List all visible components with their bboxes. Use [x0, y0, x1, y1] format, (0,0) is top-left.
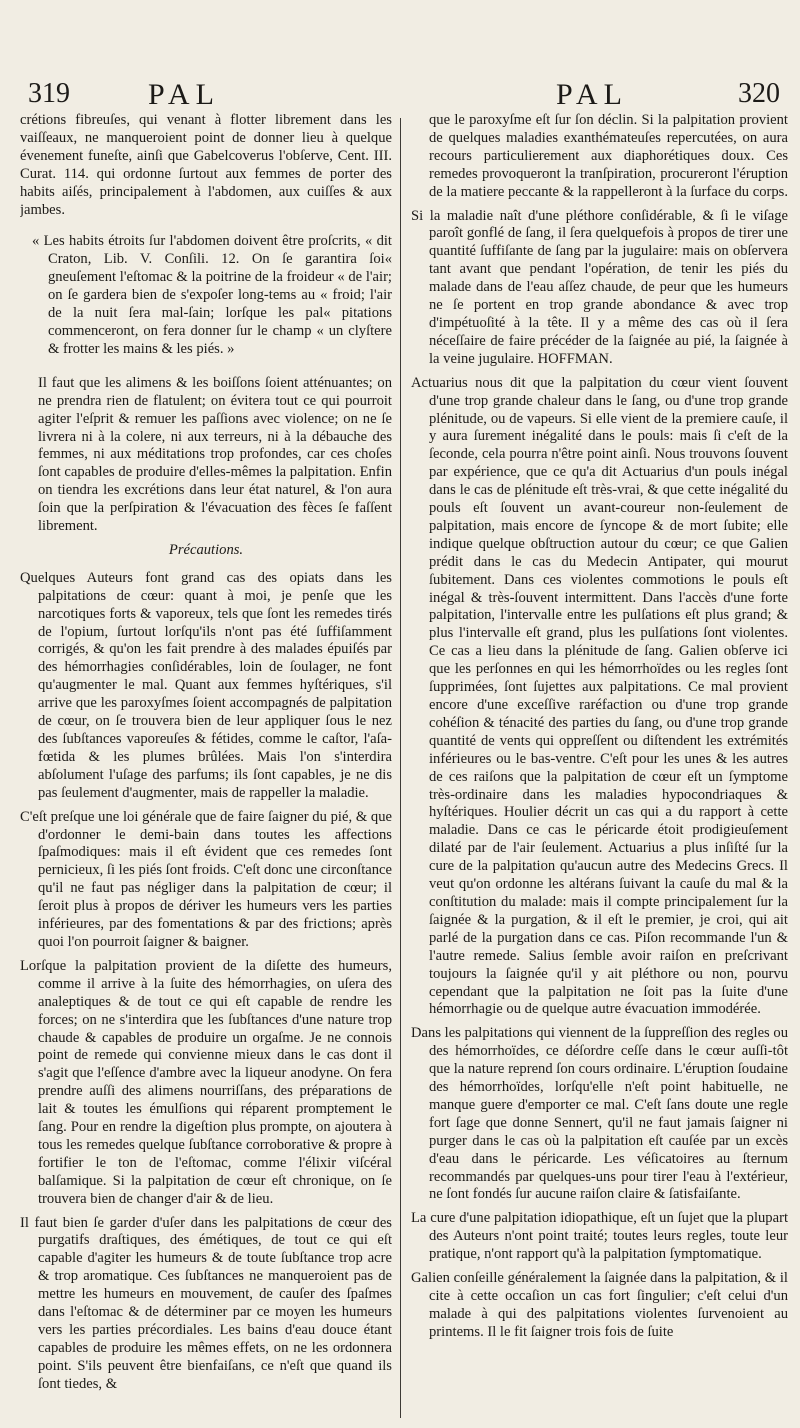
left-quote-paragraph: « Les habits étroits ſur l'abdomen doivent être proſcrits, « dit Craton, Lib. V. Conſili. 12. On ſe garantira ſoi« gneuſement l'eſtomac & la poitrine de la froideur « de l'air; on ſe gardera bien de s'expoſer long-tems au « froid; l'air de la nuit ſera mal-ſain; lorſque les pal« pitations commenceront, on fera donner ſur le champ « un clyſtere & frotter les mains & les piés. » — [32, 233, 392, 357]
left-paragraph-5: C'eſt preſque une loi générale que de faire ſaigner du pié, & que d'ordonner le demi-bain dans toutes les affections ſpaſmodiques: mais il eſt évident que ces remedes ſont pernicieux, ſi les piés ſont froids. C'eſt donc une circonſtance qu'il ne faut pas négliger dans la palpitation de cœur; il ſeroit plus à propos de dériver les humeurs vers les parties inférieures, par des fomentations & par des frictions; après quoi l'on pourroit ſaigner & baigner. — [20, 808, 392, 950]
left-column — [20, 112, 392, 1422]
left-running-head: PAL — [148, 78, 220, 111]
column-divider — [400, 118, 401, 1418]
right-paragraph-2: Si la maladie naît d'une pléthore conſidérable, & ſi le viſage paroît gonflé de ſang, il ſera quelquefois à propos de tirer une quantité ſuffiſante de ſang par la jugulaire: mais on obſervera tant avant que pendant l'opération, de tenir les piés du malade dans de l'eau aſſez chaude, de peur que les humeurs ne ſe portent en trop grande abondance & avec trop d'impétuoſité à la tête. Il y a même des cas où il ſera néceſſaire de faire précéder de la ſaignée au pié, la ſaignée à la veine jugulaire. HOFFMAN. — [411, 207, 788, 367]
right-paragraph-3: Actuarius nous dit que la palpitation du cœur vient ſouvent d'une trop grande chaleur dans le ſang, ou d'une trop grande plénitude, ou de vapeurs. Si elle vient de la premiere cauſe, il y aura ſurement inégalité dans le pouls: mais ſi c'eſt de la ſeconde, cela pourra n'être point ainſi. Nous trouvons ſouvent par expérience, que ce qu'a dit Actuarius d'un pouls inégal dans le cas de plénitude eſt très-vrai, & que cette inégalité du pouls eſt ſouvent un avant-coureur non-ſeulement de palpitation, mais encore de ſyncope & de mort ſubite; elle indique quelque obſtruction autour du cœur; ce que Galien prédit dans le cas du Medecin Antipater, qui mourut ſubitement. Dans ces violentes commotions le pouls eſt inégal & très-ſouvent intermittent. Dans l'accès d'une forte palpitation, l'intervalle entre les pulſations eſt plus grand; & plus l'intervalle eſt grand, plus les pulſations ſont violentes. Ce cas a lieu dans la plénitude de ſang. Galien obſerve ici que les perſonnes en qui les hémorrhoïdes ou les regles ſont ſupprimées, ſont ſujettes aux palpitations. Ce mal provient encore d'une exceſſive raréfaction ou d'une trop grande cohéſion & ténacité des parties du ſang, ou d'une trop grande quantité de vents qui oppreſſent ou diſtendent les extrémités inférieures ou le bas-ventre. C'eſt pour les unes & les autres de ces raiſons que la palpitation de cœur eſt un ſymptome très-ordinaire dans les maladies hypocondriaques & hyſtériques. Houlier décrit un cas qui a du rapport à cette maladie. Dans ce cas le péricarde étoit prodigieuſement dilaté par de l'air ſeulement. Actuarius a plus inſiſté ſur la cure de la palpitation qu'aucun autre des Medecins Grecs. Il veut qu'on ordonne les altérans ſuivant la cauſe du mal & la conſtitution du malade: mais il compte principalement ſur la ſaignée & la purgation, & il eſt le premier, je croi, qui ait parlé de la purgation dans ce cas. Piſon recommande l'un & l'autre remede. Salius ſemble avoir raiſon en preſcrivant toujours la ſaignée qu'il y ait pléthore ou non, pourvu cependant que la palpitation ne ſoit pas la ſuite d'une hémorrhagie ou de quelque autre évacuation immodérée. — [411, 374, 788, 1018]
page-header — [0, 78, 800, 112]
right-column — [411, 112, 788, 1422]
left-paragraph-3: Il faut que les alimens & les boiſſons ſoient atténuantes; on ne prendra rien de flatulent; on évitera tout ce qui pourroit agiter l'eſprit & remuer les paſſions avec violence; on ne ſe livrera ni à la colere, ni aux terreurs, ni à la débauche des femmes, ni aux méditations trop profondes, car ces choſes ſont capables de produire d'elles-mêmes la palpitation. Enfin on tiendra les excrétions dans leur état naturel, & l'on aura ſoin que la perſpiration & l'évacuation des fèces ſe faſſent librement. — [38, 374, 392, 535]
right-page-number: 320 — [738, 78, 780, 109]
left-paragraph-1: crétions fibreuſes, qui venant à flotter librement dans les vaiſſeaux, ne manqueroient point de donner lieu à quelque évenement funeſte, ainſi que Gabelcoverus l'obſerve, Cent. III. Curat. 114. qui ordonne ſurtout aux femmes de porter des habits aiſés, principalement à l'abdomen, aux cuiſſes & aux jambes. — [20, 112, 392, 218]
left-paragraph-7: Il faut bien ſe garder d'uſer dans les palpitations de cœur des purgatifs draſtiques, des émétiques, de tout ce qui eſt capable d'agiter les humeurs & de toute ſubſtance trop acre & trop aromatique. Ces ſubſtances ne manqueroient pas de mettre les humeurs en mouvement, de cauſer des ſpaſmes dans l'eſtomac & de déterminer par ce moyen les humeurs vers les parties précordiales. Les bains d'eau douce étant capables de produire les mêmes effets, on ne les ordonnera point. S'ils peuvent être bienfaiſans, ce n'eſt que quand ils ſont tiedes, & — [20, 1214, 392, 1392]
left-paragraph-4: Quelques Auteurs font grand cas des opiats dans les palpitations de cœur: quant à moi, je penſe que les narcotiques forts & vaporeux, tels que ſont les remedes tirés de l'opium, ſurtout lorſqu'ils n'ont pas été ſuffiſamment corrigés, & qu'on les fait prendre à des malades épuiſés par des hémorrhagies conſidérables, loin de ſoulager, ne font qu'augmenter le mal. Quant aux femmes hyſtériques, s'il arrive que les paroxyſmes ſoient accompagnés de palpitation de cœur, on ſe trouvera bien de leur appliquer ſous le nez des ſubſtances vaporeuſes & fétides, comme le caſtor, l'aſa-fœtida & les plumes brûlées. Mais l'on s'interdira abſolument l'uſage des parfums; ils ſont capables, je ne dis pas ſeulement d'augmenter, mais de rappeller la maladie. — [20, 569, 392, 801]
right-paragraph-5: La cure d'une palpitation idiopathique, eſt un ſujet que la plupart des Auteurs n'ont point traité; toutes leurs regles, toute leur pratique, n'ont rapport qu'à la palpitation ſymptomatique. — [411, 1210, 788, 1263]
left-page-number: 319 — [28, 78, 70, 109]
right-paragraph-4: Dans les palpitations qui viennent de la ſuppreſſion des regles ou des hémorrhoïdes, ce déſordre ceſſe dans le cœur auſſi-tôt que la nature reprend ſon cours ordinaire. L'éruption ſoudaine des hémorrhoïdes, lorſqu'elle n'eſt point habituelle, ne manque guere d'emporter ce mal. C'eſt ſans doute une regle fort ſage que donne Sennert, qu'il ne faut jamais ſaigner ni purger dans le cas où la palpitation eſt cauſée par un excès d'eau dans le péricarde. Les véſicatoires au ſternum recommandés par quelques-uns pour tirer l'eau à l'extérieur, ne ſont fondés ſur aucune raiſon claire & ſatisfaiſante. — [411, 1025, 788, 1203]
section-heading-precautions: Précautions. — [168, 541, 244, 558]
right-paragraph-1: que le paroxyſme eſt ſur ſon déclin. Si la palpitation provient de quelques maladies exanthémateuſes repercutées, on aura recours particulierement aux diaphorétiques doux. Ces remedes provoqueront la tranſpiration, procureront l'éruption de la matiere peccante & la rappelleront à la ſurface du corps. — [429, 112, 788, 200]
left-paragraph-6: Lorſque la palpitation provient de la diſette des humeurs, comme il arrive à la ſuite des hémorrhagies, on uſera des analeptiques & de tout ce qui eſt capable de rendre les forces; on ne s'interdira que les ſubſtances d'une nature trop chaude & capables de produire un orgaſme. Je ne connois point de remede qui convienne mieux dans le cas dont il s'agit que l'eſſence d'ambre avec la liqueur anodyne. On fera prendre auſſi des alimens nourriſſans, des préparations de lait & toutes les émulſions qui réparent promptement le ſang. Pour en rendre la digeſtion plus prompte, on ajoutera à tous les remedes quelque ſubſtance corroborative & propre à fortifier le ton de l'eſtomac, comme l'élixir viſcéral balſamique. Si la palpitation de cœur eſt chronique, on ſe trouvera bien de changer d'air & de lieu. — [20, 957, 392, 1207]
right-paragraph-6: Galien conſeille généralement la ſaignée dans la palpitation, & il cite à cette occaſion un cas fort ſingulier; c'eſt celui d'un malade à qui des palpitations violentes ſurvenoient au printems. Il le fit ſaigner trois fois de ſuite — [411, 1270, 788, 1340]
right-running-head: PAL — [556, 78, 628, 111]
